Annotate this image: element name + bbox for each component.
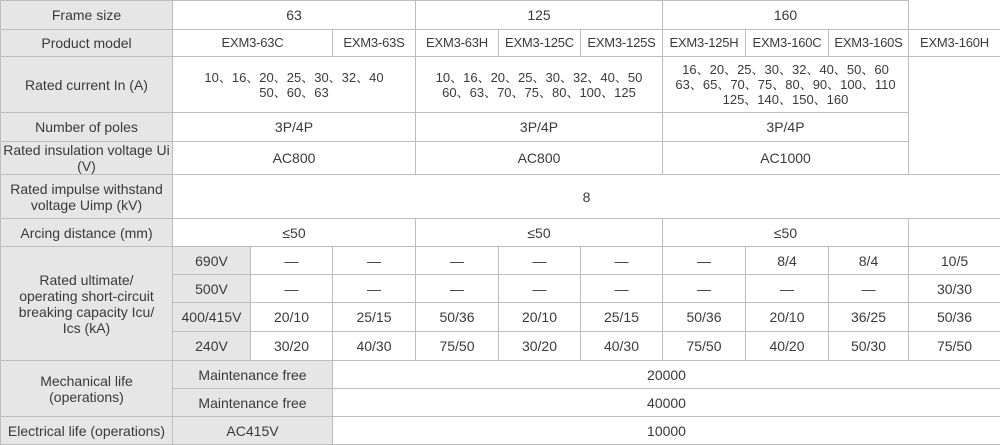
breaking-value: 20/10 [499,303,581,332]
rated-current-63 [173,57,416,113]
rated-current-label: Rated current In (A) [1,57,173,113]
breaking-value: 40/30 [581,332,663,361]
frame-size-125: 125 [416,1,663,30]
rated-current-line: 10、16、20、25、30、32、40 [175,70,413,85]
rated-current-125 [416,57,663,113]
model-cell: EXM3-125S [581,30,663,57]
model-cell: EXM3-125H [663,30,746,57]
breaking-value: 36/25 [829,303,909,332]
model-cell: EXM3-160C [746,30,829,57]
breaking-row-690v [1,247,1000,275]
model-cell: EXM3-63C [173,30,333,57]
impulse-voltage-label-line: voltage Uimp (kV) [3,197,170,213]
breaking-value: 30/20 [251,332,333,361]
voltage-label: 690V [173,247,251,275]
breaking-value: — [499,247,581,275]
voltage-label: 500V [173,275,251,303]
breaking-value: 20/10 [746,303,829,332]
breaking-value: 8/4 [746,247,829,275]
frame-size-row [1,1,1000,30]
model-cell: EXM3-63S [333,30,416,57]
mechanical-life-value: 40000 [333,389,1000,417]
poles-160: 3P/4P [663,113,909,142]
breaking-value: — [663,275,746,303]
breaking-value: — [746,275,829,303]
breaking-value: 30/20 [499,332,581,361]
impulse-voltage-label [1,175,173,219]
insulation-voltage-label: Rated insulation voltage Ui (V) [1,142,173,175]
breaking-value: 75/50 [909,332,1000,361]
breaking-value: 75/50 [663,332,746,361]
arcing-distance-label: Arcing distance (mm) [1,219,173,247]
breaking-capacity-label-line: breaking capacity Icu/ [3,304,170,320]
breaking-value: — [829,275,909,303]
breaking-value: 8/4 [829,247,909,275]
mechanical-life-label-line: Mechanical life [3,373,170,389]
breaking-value: — [333,247,416,275]
electrical-life-label: Electrical life (operations) [1,417,173,445]
poles-row [1,113,1000,142]
breaking-value: 20/10 [251,303,333,332]
breaking-value: — [333,275,416,303]
model-cell: EXM3-160H [909,30,1000,57]
breaking-value: 75/50 [416,332,499,361]
arcing-distance-row [1,219,1000,247]
insulation-voltage-160: AC1000 [663,142,909,175]
poles-63: 3P/4P [173,113,416,142]
breaking-value: — [581,275,663,303]
mechanical-life-condition: Maintenance free [173,389,333,417]
breaking-capacity-label [1,247,173,361]
rated-current-line: 125、140、150、160 [665,92,906,107]
arcing-distance-160: ≤50 [663,219,909,247]
breaking-value: 25/15 [581,303,663,332]
voltage-label: 400/415V [173,303,251,332]
breaking-capacity-label-line: Ics (kA) [3,320,170,336]
breaking-value: — [251,247,333,275]
breaking-value: 30/30 [909,275,1000,303]
breaking-capacity-label-line: operating short-circuit [3,288,170,304]
rated-current-line: 50、60、63 [175,85,413,100]
breaking-value: 10/5 [909,247,1000,275]
breaking-value: — [251,275,333,303]
insulation-voltage-125: AC800 [416,142,663,175]
breaking-value: — [663,247,746,275]
model-cell: EXM3-63H [416,30,499,57]
mechanical-life-condition: Maintenance free [173,361,333,389]
rated-current-line: 10、16、20、25、30、32、40、50 [418,70,660,85]
rated-current-line: 16、20、25、30、32、40、50、60 [665,62,906,77]
arcing-distance-125: ≤50 [416,219,663,247]
mechanical-life-value: 20000 [333,361,1000,389]
electrical-life-condition: AC415V [173,417,333,445]
frame-size-63: 63 [173,1,416,30]
insulation-voltage-63: AC800 [173,142,416,175]
impulse-voltage-value: 8 [173,175,1000,219]
rated-current-160 [663,57,909,113]
breaking-value: — [499,275,581,303]
breaking-value: 50/36 [663,303,746,332]
poles-label: Number of poles [1,113,173,142]
breaking-value: 50/36 [416,303,499,332]
product-model-label: Product model [1,30,173,57]
breaking-capacity-label-line: Rated ultimate/ [3,272,170,288]
rated-current-line: 60、63、70、75、80、100、125 [418,85,660,100]
impulse-voltage-label-line: Rated impulse withstand [3,181,170,197]
rated-current-row [1,57,1000,113]
electrical-life-row [1,417,1000,445]
mechanical-life-row-1 [1,361,1000,389]
arcing-distance-63: ≤50 [173,219,416,247]
breaking-value: 50/30 [829,332,909,361]
frame-size-label: Frame size [1,1,173,30]
rated-current-line: 63、65、70、75、80、90、100、110 [665,77,906,92]
breaking-value: — [416,247,499,275]
breaking-value: 40/20 [746,332,829,361]
model-cell: EXM3-160S [829,30,909,57]
electrical-life-value: 10000 [333,417,1000,445]
breaking-value: — [581,247,663,275]
poles-125: 3P/4P [416,113,663,142]
breaking-value: 50/36 [909,303,1000,332]
breaking-value: 40/30 [333,332,416,361]
breaking-value: — [416,275,499,303]
mechanical-life-label-line: (operations) [3,389,170,405]
mechanical-life-label [1,361,173,417]
voltage-label: 240V [173,332,251,361]
product-model-row [1,30,1000,57]
frame-size-160: 160 [663,1,909,30]
breaking-value: 25/15 [333,303,416,332]
insulation-voltage-row [1,142,1000,175]
model-cell: EXM3-125C [499,30,581,57]
impulse-voltage-row [1,175,1000,219]
